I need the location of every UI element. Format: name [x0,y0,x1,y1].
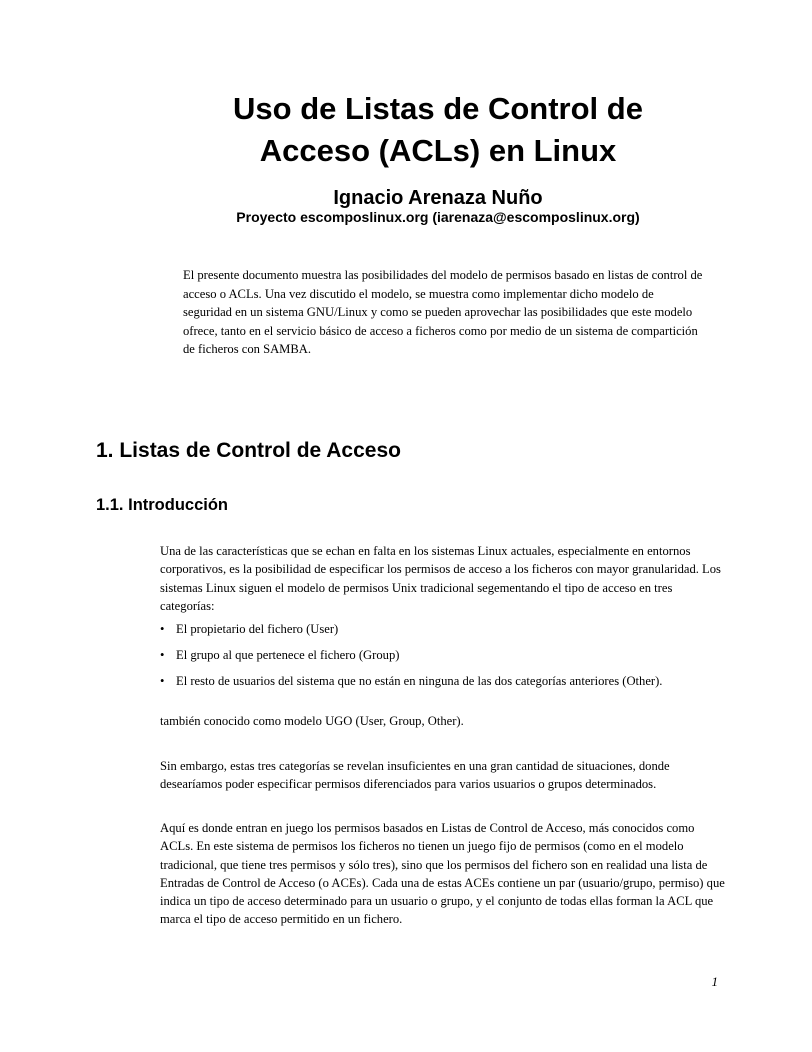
document-title [0,88,812,172]
list-item-text: El propietario del fichero (User) [176,622,339,636]
page-number: 1 [711,974,718,989]
list-item [160,620,740,646]
list-item [160,672,740,698]
paragraph-insufficient: Sin embargo, estas tres categorías se revelan insuficientes en una gran cantidad de situaciones, donde desearíamos poder especificar permisos diferenciados para varios usuarios o grupos determinados. [160,759,670,792]
bullet-icon: • [160,622,165,636]
paragraph-acls: Aquí es donde entran en juego los permisos basados en Listas de Control de Acceso, más conocidos como ACLs. En este sistema de permisos los ficheros no tienen un juego fijo de permisos (como en el modelo tradicional, que tiene tres permisos y sólo tres), sino que los permisos del fichero son en realidad una lista de Entradas de Control de Acceso (o ACEs). Cada una de estas ACEs contiene un par (usuario/grupo, permiso) que indica un tipo de acceso determinado para un usuario o grupo, y el conjunto de todas ellas forman la ACL que marca el tipo de acceso permitido en un fichero. [160,821,725,927]
list-item [160,646,740,672]
author-affiliation: Proyecto escomposlinux.org (iarenaza@escomposlinux.org) [236,209,640,225]
bullet-icon: • [160,674,165,688]
abstract: El presente documento muestra las posibilidades del modelo de permisos basado en listas de control de acceso o ACLs. Una vez discutido el modelo, se muestra como implementar dicho modelo de seguridad en un sistema GNU/Linux y como se pueden aprovechar las posibilidades que este modelo ofrece, tanto en el servicio básico de acceso a ficheros como por medio de un sistema de compartición de ficheros con SAMBA. [183,268,703,357]
title-line-1: Uso de Listas de Control de [233,91,643,126]
subsection-heading-1-1: 1.1. Introducción [96,496,229,514]
list-item-text: El grupo al que pertenece el fichero (Group) [176,648,400,662]
list-item-text: El resto de usuarios del sistema que no están en ninguna de las dos categorías anteriores (Other). [176,674,663,688]
paragraph-intro: Una de las características que se echan en falta en los sistemas Linux actuales, especialmente en entornos corporativos, es la posibilidad de especificar los permisos de acceso a los ficheros con mayor granularidad. Los sistemas Linux siguen el modelo de permisos Unix tradicional segementando el tipo de acceso en tres categorías: [160,544,721,613]
section-heading-1: 1. Listas de Control de Acceso [96,439,401,462]
category-list [160,620,740,698]
paragraph-ugo: también conocido como modelo UGO (User, Group, Other). [160,714,464,728]
author-name: Ignacio Arenaza Nuño [333,187,543,209]
title-line-2: Acceso (ACLs) en Linux [259,133,617,168]
bullet-icon: • [160,648,165,662]
